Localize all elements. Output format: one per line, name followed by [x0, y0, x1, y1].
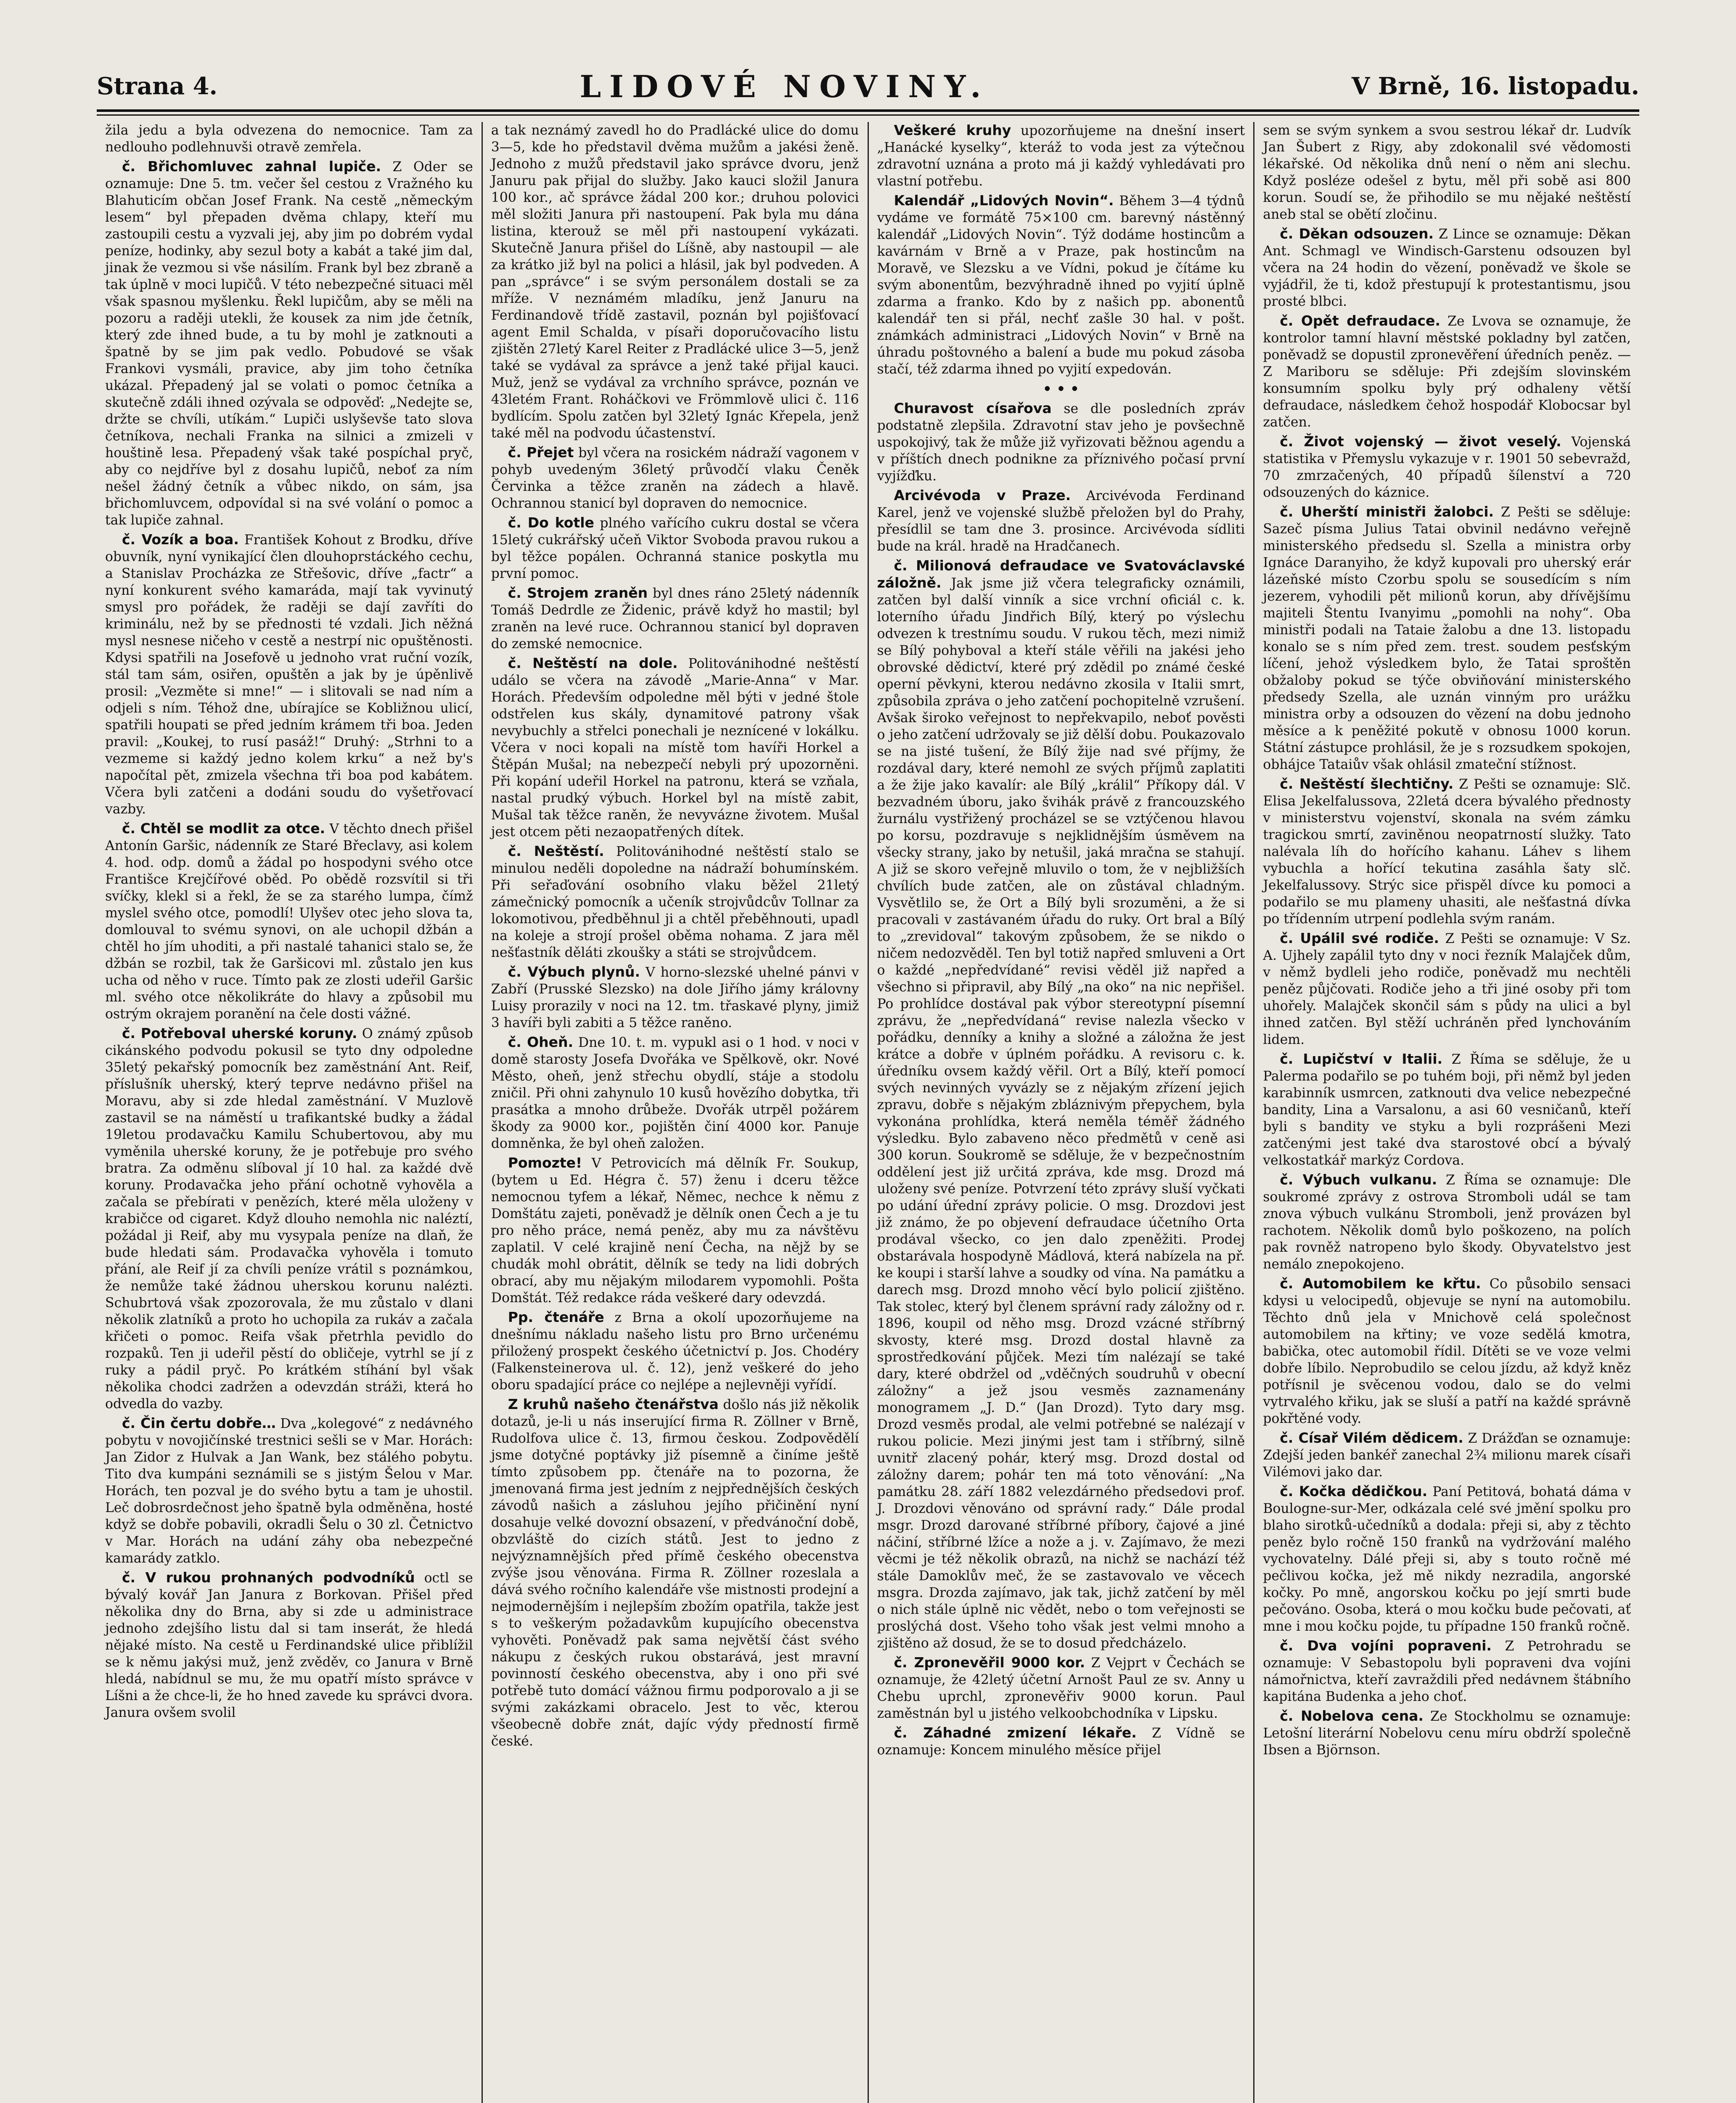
- column-4: [1253, 122, 1639, 2103]
- article-headline: č. Dva vojíni popraveni.: [1280, 1637, 1492, 1654]
- article-text: V Petrovicích má dělník Fr. Soukup, (bytem u Ed. Hégra č. 57) ženu i dceru těžce nemocnou tyfem a lékař, Němec, nechce k němu z Domštátu zajeti, poněvadž je dělník onen Čech a je tu pro něho práce, nemá peněz, aby mu za návštěvu zaplatil. V celé krajině není Čecha, na nějž by se chudák mohl obrátit, dělník se tedy na lidi dobrých obrací, aby mu nějakým milodarem vypomohli. Pošta Domštát. Též redakce ráda veškeré dary odevzdá.: [491, 1156, 859, 1306]
- article-headline: č. Milionová defraudace ve Svatováclavské záložně.: [877, 557, 1245, 591]
- article-headline: č. Výbuch plynů.: [508, 964, 640, 980]
- article-item: [105, 158, 473, 529]
- article-headline: č. Nobelova cena.: [1280, 1708, 1424, 1724]
- article-item: [1263, 313, 1631, 431]
- article-item: [491, 655, 859, 840]
- article-item: [1263, 1430, 1631, 1481]
- article-text: Z Vídně se oznamuje: Koncem minulého měsíce přijel: [877, 1726, 1245, 1758]
- article-headline: č. Uherští ministři žalobci.: [1280, 503, 1494, 520]
- article-headline: č. V rukou prohnaných podvodníků: [122, 1569, 415, 1586]
- column-2: [482, 122, 868, 2103]
- article-text: sem se svým synkem a svou sestrou lékař dr. Ludvík Jan Šubert z Rigy, aby zdokonalil své vědomosti lékařské. Od několika dnů není o něm ani slechu. Když posléze odešel z bytu, měl při sobě asi 800 korun. Soudí se, že přihodilo se mu nějaké neštěstí aneb stal se obětí zločinu.: [1263, 123, 1631, 222]
- article-text: Ze Stockholmu se oznamuje: Letošní literární Nobelovu cenu míru obdrží společně Ibsen a Björnson.: [1263, 1709, 1631, 1758]
- article-headline: Pp. čtenáře: [508, 1309, 604, 1325]
- column-3: [868, 122, 1254, 2103]
- article-text: Z Drážďan se oznamuje: Zdejší jeden bankéř zanechal 2¾ milionu marek císaři Vilémovi jako dar.: [1263, 1431, 1631, 1480]
- article-text: Paní Petitová, bohatá dáma v Boulogne-sur-Mer, odkázala celé své jmění spolku pro blaho sirotků-učedníků a dodala: přeji si, aby z těchto peněz bylo ročně 150 franků na vydržování malého vychovatelny. Dálé přeji si, aby s touto ročně mé pečlivou kočka, jež mě nikdy nezradila, angorské kočky. Po mně, angorskou kočku po její smrti bude pečováno. Osoba, která o mou kočku bude pečovati, ať mne i mou kočku pojde, tu případne 150 franků ročně.: [1263, 1484, 1631, 1634]
- article-item: [1263, 225, 1631, 310]
- article-text: z Brna a okolí upozorňujeme na dnešnímu nákladu našeho listu pro Brno určenému přiložený prospekt českého účetnictví p. Jos. Chodéry (Falkensteinerova ul. č. 12), jenž veškeré do jeho oboru spadající práce co nejlépe a nejlevněji vyřídí.: [491, 1310, 859, 1393]
- article-text: Z Říma se sděluje, že u Palerma podařilo se po tuhém boji, při němž byl jeden karabinník usmrcen, zatknouti dva velice nebezpečné bandity, Lina a Varsalonu, a asi 60 vesničanů, kteří byli s bandity ve styku a byli rozprášeni Mezi zatčenými jest také dva starostové obcí a bývalý velkostatkář markýz Cordova.: [1263, 1052, 1631, 1168]
- article-text: Z Vejprt v Čechách se oznamuje, že 42letý účetní Arnošt Paul ze sv. Anny u Chebu uprchl, zpronevěřiv 9000 korun. Paul zaměstnán byl u jistého velkoobchodníka v Lipsku.: [877, 1655, 1245, 1721]
- article-text: byl včera na rosickém nádraží vagonem v pohyb uvedeným 36letý průvodčí vlaku Čeněk Červinka a těžce zraněn na zádech a hlavě. Ochrannou stanicí byl dopraven do nemocnice.: [491, 445, 859, 511]
- article-item: [1263, 1708, 1631, 1759]
- article-headline: č. Výbuch vulkanu.: [1280, 1171, 1437, 1188]
- article-headline: Z kruhů našeho čtenářstva: [508, 1396, 719, 1412]
- article-text: octl se bývalý kovář Jan Janura z Borkovan. Přišel před několika dny do Brna, aby si zde u administrace jednoho zdejšího listu dal si tam inserát, že hledá nějaké místo. Na cestě u Ferdinandské ulice přiblížil se k němu jakýsi muž, jenž zvěděv, co Janura v Brně hledá, nabídnul se mu, že mu opatří místo správce v Líšni a že chce-li, že ho hned zavede ku správci dvora. Janura ovšem svolil: [105, 1571, 473, 1720]
- article-headline: č. Neštěstí.: [508, 843, 604, 859]
- article-item: [491, 1396, 859, 1750]
- article-item: [877, 487, 1245, 555]
- article-item: [1263, 433, 1631, 501]
- article-item: [491, 514, 859, 582]
- article-text: Dne 10. t. m. vypukl asi o 1 hod. v noci v domě starosty Josefa Dvořáka ve Spělkově, okr. Nové Město, oheň, jenž střechu obydlí, stáje a stodolu zničil. Při ohni zahynulo 10 kusů hovězího dobytka, tři prasátka a mnoho drůbeže. Dvořák utrpěl požárem škody za 9000 kor., pojištěn činí 4000 kor. Panuje domněnka, že byl oheň založen.: [491, 1035, 859, 1151]
- article-text: Z Petrohradu se oznamuje: V Sebastopolu byli popraveni dva vojíni námořnictva, kteří zavraždili před nedávnem štábního kapitána Budenka a jeho choť.: [1263, 1639, 1631, 1704]
- article-columns: [97, 122, 1639, 2103]
- article-headline: č. Kočka dědičkou.: [1280, 1483, 1428, 1499]
- article-text: Z Oder se oznamuje: Dne 5. tm. večer šel cestou z Vražného ku Blahuticím občan Josef Frank. Na cestě „německým lesem“ byl přepaden dvěma chlapy, kteří mu zastoupili cestu a vyzvali jej, aby jim po dobrém vydal peníze, hodinky, aby sezul boty a kabát a také jim dal, jinak že vezmou si vše násilím. Frank byl bez zbraně a tak úplně v moci lupičů. V této nebezpečné situaci měl však spasnou myšlenku. Řekl lupičům, aby se měli na pozoru a raději utekli, že kousek za nim jde četník, který zde ihned bude, a tu by mohl je zatknouti a špatně by se jim pak vedlo. Pobudové se však Frankovi vysmáli, pravice, aby jim toho četníka ukázal. Přepadený jal se volati o pomoc četníka a skutečně zdáli ihned ozývala se odpověď: „Nedejte se, držte se chvíli, utíkám.“ Lupiči uslyševše tato slova četníkova, nechali Franka na silnici a zmizeli v houštině lesa. Přepadený však také pospíchal pryč, aby co nejdříve byl z dosahu lupičů, neboť za ním nešel žádný četník a vůbec nikdo, on sám, jsa břichomluvcem, odpovídal si na své volání o pomoc a tak lupiče zahnal.: [105, 159, 473, 528]
- article-item: [877, 1724, 1245, 1759]
- article-text: Z Lince se oznamuje: Děkan Ant. Schmagl ve Windisch-Garstenu odsouzen byl včera na 24 hodin do vězení, poněvadž ve škole se vyjádřil, že ti, kdož přestupují k protestantismu, jsou prosté blbci.: [1263, 227, 1631, 309]
- article-text: Politovánihodné neštěstí stalo se minulou neděli dopoledne na nádraží bohumínském. Při seřaďování osobního vlaku běžel 21letý zámečnický pomocník a učeník strojvůdcův Tollnar za lokomotivou, předběhnul ji a chtěl přeběhnouti, upadl na koleje a strojí prošel oběma nohama. Z jara měl nešťastník děláti zkoušky a státi se strojvůdcem.: [491, 844, 859, 960]
- article-item: [1263, 1483, 1631, 1635]
- article-item: [877, 192, 1245, 378]
- article-item: [1263, 1275, 1631, 1427]
- article-item: [1263, 1171, 1631, 1273]
- article-item: [491, 1309, 859, 1393]
- article-text: plného vařícího cukru dostal se včera 15letý cukrářský učeň Viktor Svoboda pravou rukou a byl těžce popálen. Ochranná stanice poskytla mu první pomoc.: [491, 516, 859, 581]
- newspaper-title: LIDOVÉ NOVINY.: [580, 68, 990, 104]
- article-item: [1263, 930, 1631, 1048]
- article-item: [105, 531, 473, 818]
- article-item: [1263, 122, 1631, 223]
- article-headline: č. Automobilem ke křtu.: [1280, 1275, 1481, 1292]
- article-text: Politovánihodné neštěstí událo se včera na závodě „Marie-Anna“ v Mar. Horách. Především odpoledne měl býti v jedné štole odstřelen kus skály, dynamitové patrony však nevybuchly a střelci ponechali je neznícené v lokálku. Včera v noci kopali na místě tom havíři Horkel a Štěpán Mušal; na nebezpečí nebyli prý upozorněni. Při kopání udeřil Horkel na patronu, která se vzňala, nastal prudký výbuch. Horkel byl na místě zabit, Mušal tak těžce raněn, že nevyvázne životem. Mušal jest otcem pěti nezaopatřených dítek.: [491, 656, 859, 840]
- dateline: V Brně, 16. listopadu.: [1351, 72, 1639, 100]
- article-headline: • • •: [1043, 381, 1079, 397]
- article-item: [1263, 776, 1631, 927]
- article-headline: č. Neštěstí šlechtičny.: [1280, 776, 1454, 792]
- article-text: žila jedu a byla odvezena do nemocnice. Tam za nedlouho podlehnuvši otravě zemřela.: [105, 123, 473, 155]
- article-item: [1263, 1637, 1631, 1705]
- page-header: [97, 63, 1639, 112]
- article-headline: č. Přejet: [508, 444, 574, 461]
- article-headline: č. Neštěstí na dole.: [508, 655, 678, 671]
- article-text: V horno-slezské uhelné pánvi v Zabří (Prusské Slezsko) na dole Jiřího jámy královny Luisy prorazily v noci na 12. tm. třaskavé plyny, jimiž 3 havíři byli zabiti a 5 těžce raněno.: [491, 965, 859, 1030]
- article-item: [877, 1654, 1245, 1722]
- article-headline: č. Oheň.: [508, 1034, 574, 1050]
- article-headline: č. Upálil své rodiče.: [1280, 930, 1439, 946]
- article-headline: č. Potřeboval uherské koruny.: [122, 1025, 357, 1041]
- article-item: [105, 1569, 473, 1721]
- article-text: O známý způsob cikánského podvodu pokusil se tyto dny odpoledne 35letý pekařský pomocník bez zaměstnání Ant. Reif, příslušník uherský, který teprve nedávno přišel na Moravu, aby si zde hledal zaměstnání. V Muzlově zastavil se na náměstí u trafikantské budky a žádal 19letou prodavačku Kamilu Schubertovou, aby mu vyměnila uherské koruny, že je potřebuje pro svého bratra. Za odměnu slíboval jí 10 hal. za každé dvě koruny. Prodavačka jeho přání ochotně vyhověla a začala se přebírati v penězích, které měla uloženy v krabičce od cigaret. Když dlouho nemohla nic naléztí, požádal ji Reif, aby mu vysypala peníze na dlaň, že bude hledati sám. Prodavačka vyhověla i tomuto přání, ale Reif jí za chvíli peníze vrátil s poznámkou, že nemůže také žádnou uherskou korunu nalézti. Schubrtová však zpozorovala, že mu zůstalo v dlani několik zlatníků a proto ho uchopila za rukáv a začala křičeti o pomoc. Reifa však přetrhla pevidlo do rozpaků. Ten ji udeřil pěstí do obličeje, vytrhl se jí z ruky a pádil pryč. Po krátkém stíhání byl však několika chodci zadržen a odevzdán stráži, která ho odvedla do vazby.: [105, 1026, 473, 1412]
- article-item: [105, 820, 473, 1022]
- article-text: Jak jsme již včera telegraficky oznámili, zatčen byl další vinník a sice vrchní oficiál c. k. loterního úřadu Jindřich Bílý, který po výslechu odvezen k trestnímu soudu. V rukou těch, mezi nimiž se Bílý pohyboval a kteří stále věřili na jakési jeho obrovské dědictví, které prý zdědil po známé české operní pěvkyni, kterou nedávno zkosila v Italii smrt, způsobila zpráva o jeho zatčení pochopitelně vzrušení. Avšak široko veřejnost to nepřekvapilo, neboť pověsti o jeho zatčení udržovaly se již dělší dobu. Poukazovalo se na jisté tušení, že Bílý žije nad své příjmy, že rozdával dary, které nemohl ze svých příjmů zaplatiti a že žije jako kavalír: ale Bílý „králil“ Příkopy dál. V bezvadném úboru, jako švihák právě z francouzského žurnálu vystřižený procházel se se vztýčenou hlavou po korsu, pozdravuje s nejklidnějším úsměvem na všecky strany, jako by netušil, jaká mračna se stahují. A již se skoro veřejně mluvilo o tom, že v nejbližších chvílích bude zatčen, ale on zůstával chladným. Vysvětlilo se, že Ort a Bílý byli srozuměni, a že si pracovali v zastávaném úřadu do ruky. Ort bral a Bílý to „zrevidoval“ takovým způsobem, že se nikdo o ničem nedozvěděl. Ten byl totiž napřed smluveni a Ort o každé „nepředvídané“ revisi věděl již napřed a všechno si připravil, aby Bílý „na oko“ na nic nepřišel. Po prohlídce dostával pak výbor stereotypní písemní zprávu, že „nepředvídaná“ revise nalezla všecko v pořádku, denníky a knihy a složné a záložna že jest krátce a dobře v úplném pořádku. A revisoru c. k. úředníku ovsem každý věřil. Ort a Bílý, kteří pomocí svých nevinných vyvázly se z nějakým zřízení jejich zpravu, dobře s nějakým zbláznivým přepychem, byla vykonána prohlídka, která neměla téměř žádného výsledku. Bylo zabaveno něco předmětů v ceně asi 300 korun. Soukromě se sděluje, že v bezpečnostním oddělení jest již určitá zpráva, kde msg. Drozd má uloženy své peníze. Potvrzení této zprávy sluší vyčkati po udání úřední zprávy policie. O msg. Drozdovi jest již známo, že po objevení defraudace účetního Orta prodával všecko, co jen dalo zpeněžiti. Prodej obstarávala hospodyně Mádlová, která nabízela na př. ke koupi i starší lahve a soudky od vína. Na památku a darech msg. Drozd mnoho věcí bylo policií zjištěno. Tak stolec, který byl členem správní rady záložny od r. 1896, koupil od něho msg. Drozd vzácné stříbrný skvosty, které msg. Drozd dostal hlavně za sprostředkování půjček. Mezi tím nalézají se také dary, které obdržel od „vděčných soudruhů v obecní záložny“ a jež jsou vesměs zaznamenány monogramem „J. D.“ (Jan Drozd). Tyto dary msg. Drozd vesměs prodal, ale velmi potřebné se nalézají v rukou policie. Mezi jinými jest tam i stříbrný, silně uvnitř zlacený pohár, který msg. Drozd dostal od záložny darem; pohár ten má toto věnování: „Na památku 28. září 1882 velezdárného předsedovi prof. J. Drozdovi věnováno od správní rady.“ Dále prodal msgr. Drozd darované stříbrné příbory, čajové a jiné náčiní, stříbrné lžíce a nože a j. v. Zajímavo, že mezi věcmi je též několik obrazů, na nichž se nachází též stále Damoklův meč, že se zastavovalo ve věcech msgra. Drozda zajímavo, jak tak, jichž zatčení by měl o nich stále úplně nic vědět, nebo o tom veřejnosti se proslýchá dost. Všeho toho však jest velmi mnoho a zjištěno až dosud, že se to dosud předcházelo.: [877, 576, 1245, 1651]
- article-item: [877, 557, 1245, 1652]
- article-item: [491, 843, 859, 961]
- article-item: [877, 380, 1245, 397]
- article-headline: č. Do kotle: [508, 514, 594, 531]
- article-item: [1263, 1051, 1631, 1169]
- article-headline: č. Vozík a boa.: [122, 531, 239, 548]
- article-text: Dva „kolegové“ z nedávného pobytu v novojičínské trestnici sešli se v Mar. Horách: Jan Zidor z Hulvak a Jan Wank, bez stálého pobytu. Tito dva kumpáni seznámili se s jistým Šelou v Mar. Horách, ten pozval je do svého bytu a tam je uhostil. Leč dobrosrdečnost jeho špatně byla odměněna, hosté když se dobře pobavili, okradli Šelu o 30 zl. Četnictvo v Mar. Horách na udání záhy oba nebezpečné kamarády zatklo.: [105, 1416, 473, 1566]
- article-headline: č. Život vojenský — život veselý.: [1280, 433, 1561, 450]
- article-item: [491, 1155, 859, 1306]
- article-item: [877, 400, 1245, 485]
- article-item: [491, 122, 859, 442]
- article-text: Vojenská statistika v Přemyslu vykazuje v r. 1901 50 sebevražd, 70 zmrzačených, 40 případů šílenství a 720 odsouzených do káznice.: [1263, 434, 1631, 500]
- article-item: [877, 122, 1245, 190]
- article-headline: č. Chtěl se modlit za otce.: [122, 820, 326, 837]
- article-text: Ze Lvova se oznamuje, že kontrolor tamní hlavní městské pokladny byl zatčen, poněvadž se dopustil zpronevěření úředních peněz. — Z Mariboru se sděluje: Při zdejším slovinském konsumním spolku byly prý odhaleny větší defraudace, následkem čehož hospodář Klobocsar byl zatčen.: [1263, 314, 1631, 430]
- article-text: Z Pešti se sděluje: Sazeč písma Julius Tatai obvinil nedávno veřejně ministerského předsedu sl. Szella a ministra orby Ignáce Daranyiho, že když kupovali pro uherský erár lázeňské místo Czorbu spolu se sousedícím s ním jezerem, vyhodili pět milionů korun, aby dřívějšímu majiteli Štentu Ivanyimu „pomohli na nohy“. Oba ministři podali na Tataie žalobu a dne 13. listopadu konalo se s ním před zem. trest. soudem pesťským líčení, jehož výsledkem bylo, že Tatai sproštěn obžaloby pokud se týče obviňování ministerského předsedy Szella, ale uznán vinným pro urážku ministra orby a odsouzen do vězení na dobu jednoho měsíce a k peněžité pokutě v obnosu 1000 korun. Státní zástupce prohlásil, že je s rozsudkem spokojen, obhájce Tataiův však ohlásil zmateční stížnost.: [1263, 505, 1631, 772]
- article-item: [491, 1034, 859, 1152]
- article-text: upozorňujeme na dnešní insert „Hanácké kyselky“, kteráž to voda jest za výtečnou zdravotní uznána a proto má ji každý vyhledávati pro vlastní potřebu.: [877, 123, 1245, 189]
- article-item: [105, 1025, 473, 1412]
- article-text: Co působilo sensaci kdysi u velocipedů, objevuje se nyní na automobilu. Těchto dnů jela v Mnichově celá společnost automobilem na křtiny; ve voze sedělá kmotra, babička, otec automobil řídil. Dítěti se ve voze velmi dobře líbilo. Neprobudilo se celou jízdu, až když kněz potřísnil je svěcenou vodou, dalo se do velmi vytrvalého křiku, jak se sluší a patří na každé správně pokřtěné vody.: [1263, 1277, 1631, 1426]
- article-headline: č. Zpronevěřil 9000 kor.: [894, 1654, 1085, 1671]
- column-1: [97, 122, 482, 2103]
- article-headline: Veškeré kruhy: [894, 122, 1011, 138]
- article-text: Z Pešti se oznamuje: Slč. Elisa Jekelfalussova, 22letá dcera bývalého přednosty v ministerstvu vojenství, skonala na svém zámku tragickou smrtí, zaviněnou neopatrností služky. Tato nalévala líh do hořícího kahanu. Láhev s lihem vybuchla a hořící tekutina zasáhla šaty slč. Jekelfalussovy. Strýc sice přispěl dívce ku pomoci a podařilo se mu plameny uhasiti, ale nešťastná dívka po třídenním utrpení podlehla svým ranám.: [1263, 777, 1631, 927]
- article-text: Během 3—4 týdnů vydáme ve formátě 75×100 cm. barevný nástěnný kalendář „Lidových Novin“. Týž dodáme hostincům a kavárnám v Brně a v Praze, pak hostincům na Moravě, ve Slezsku a ve Vídni, pokud je čítáme ku svým abonentům, bezvýhradně ihned po vyjití úplně zdarma a franko. Kdo by z našich pp. abonentů kalendář ten si přál, nechť zašle 30 hal. v pošt. známkách administraci „Lidových Novin“ v Brně na úhradu poštovného a balení a bude mu pokud zásoba stačí, též zdarma ihned po vyjití expedován.: [877, 193, 1245, 377]
- article-headline: č. Čin čertu dobře…: [122, 1415, 276, 1431]
- article-item: [105, 122, 473, 156]
- article-headline: Arcivévoda v Praze.: [894, 487, 1071, 503]
- article-item: [491, 444, 859, 512]
- article-text: František Kohout z Brodku, dříve obuvník, nyní vynikající člen dlouhoprstáckého cechu, a Stanislav Procházka ze Střešovic, dříve „factr“ a nyní konkurent svého kamaráda, mají tak vyvinutý smysl pro pořádek, že raději se dají zavříti do kriminálu, než by se přednosti té vzdali. Jich něžná mysl nesnese ničeho v cestě a nestrpí nic opuštěnosti. Kdysi spatřili na Josefově u jednoho vrat ruční vozík, stál tam sám, osiřen, opuštěn a jak by je úpěnlivě prosil: „Vezměte si mne!“ — i slitovali se nad ním a odjeli s ním. Téhož dne, ubírajíce se Kobližnou ulicí, spatřili houpati se před jedním krámem tři boa. Jeden pravil: „Koukej, to rusí pasáž!“ Druhý: „Strhni to a vezmeme si každý jedno kolem krku“ a než by's napočítal pět, zmizela všechna tři boa pod kabátem. Včera byli zatčeni a dodáni soudu do vyšetřovací vazby.: [105, 532, 473, 817]
- header-rule: [97, 114, 1639, 116]
- article-headline: Churavost císařova: [894, 400, 1052, 416]
- article-headline: č. Děkan odsouzen.: [1280, 225, 1434, 242]
- article-headline: č. Lupičství v Italii.: [1280, 1051, 1443, 1067]
- article-item: [1263, 503, 1631, 773]
- article-headline: č. Opět defraudace.: [1280, 313, 1440, 329]
- article-item: [491, 585, 859, 652]
- article-headline: č. Strojem zraněn: [508, 585, 648, 601]
- article-headline: Pomozte!: [508, 1155, 582, 1171]
- article-text: došlo nás již několik dotazů, je-li u nás inserující firma R. Zöllner v Brně, Rudolfova ulice č. 13, firmou českou. Zodpovědělí jsme dotyčné poptávky již písemně a činíme ještě tímto způsobem pp. čtenáře na to pozorna, že jmenovaná firma jest jedním z nejpřednějších českých závodů našich a zásluhou jejího přičinění nyní dosahuje velké dovozní obsazení, v předvánoční době, obzvláště do cizích států. Jest to jedno z nejvýznamnějších před přímě českého obecenstva zvýše jsou věnována. Firma R. Zöllner rozeslala a dává svého ročního kalendáře vše mistnosti prodejní a nejmodernějším i nejlepším zbožím opatřila, takže jest s to veškerým požadavkům kupujícího obecenstva vyhověti. Poněvadž pak sama největší část svého nákupu z českých rukou obstarává, jest mravní povinností českého obecenstva, aby i ono při své potřebě tuto domácí vážnou firmu podporovalo a ji se svými zakázkami obracelo. Jest to věc, kterou všeobecně dobře znát, dajíc výdy předností firmě české.: [491, 1397, 859, 1749]
- article-text: a tak neznámý zavedl ho do Pradlácké ulice do domu 3—5, kde ho představil dvěma mužům a jakési ženě. Jednoho z mužů představil jako správce dvoru, jenž Januru pak přijal do služby. Jako kauci složil Janura 100 kor., ač správce žádal 200 kor.; druhou polovici měl složiti Janura při nastoupení. Pak byla mu dána listina, kterouž se měl při nastoupení vykázati. Skutečně Janura přišel do Líšně, aby nastoupil — ale za krátko již byl na polici a hlásil, jak byl podveden. A pan „správce“ i se svým personálem dostali se za mříže. V neznámém mladíku, jenž Januru na Ferdinandově třídě zastavil, poznán byl pojišťovací agent Emil Schalda, v písaři doporučovacího listu zjištěn 27letý Karel Reiter z Pradlácké ulice 3—5, jenž také se vydával za správce a jenž také přijal kauci. Muž, jenž se vydával za vrchního správce, poznán ve 43letém Frant. Roháčkovi ve Frömmlově ulici č. 116 bydlícím. Spolu zatčen byl 32letý Ignác Křepela, jenž také měl na podvodu účastenství.: [491, 123, 859, 441]
- article-item: [105, 1415, 473, 1567]
- article-text: byl dnes ráno 25letý nádenník Tomáš Dedrdle ze Židenic, právě když ho mastil; byl zraněn na levé ruce. Ochrannou stanicí byl dopraven do zemské nemocnice.: [491, 586, 859, 652]
- article-item: [491, 964, 859, 1031]
- article-headline: č. Císař Vilém dědicem.: [1280, 1430, 1463, 1446]
- article-headline: č. Záhadné zmizení lékaře.: [894, 1724, 1137, 1741]
- article-text: Z Pešti se oznamuje: V Sz. A. Ujhely zapálil tyto dny v noci řezník Malajček dům, v němž bydleli jeho rodiče, poněvadž mu nechtěli peněz půjčovati. Rodiče jeho a tři jiné osoby při tom uhořely. Malajček skončil sám s půdy na ulici a byl ihned zatčen. Byl stěží uchráněn před lynchováním lidem.: [1263, 931, 1631, 1047]
- article-text: Z Říma se oznamuje: Dle soukromé zprávy z ostrova Stromboli udál se tam znova výbuch vulkánu Stromboli, jenž provázen byl rachotem. Několik domů bylo poškozeno, na polích pak rovněž natropeno bylo škody. Obyvatelstvo jest nemálo znepokojeno.: [1263, 1173, 1631, 1272]
- article-text: V těchto dnech přišel Antonín Garšic, nádenník ze Staré Břeclavy, asi kolem 4. hod. odp. domů a žádal po hospodyni svého otce Františce Krejčířové oběd. Po obědě rozsvítil si tři svíčky, klekl si a řekl, že se za starého lumpa, čímž myslel svého otce, pomodlí! Ulyšev otec jeho slova ta, domlouval to svému synovi, on ale uchopil džbán a chtěl ho jím uhoditi, a při nastalé tahanici stalo se, že džbán se rozbil, tak že Garšicovi ml. zůstalo jen kus ucha od něho v ruce. Tímto pak ze zlosti udeřil Garšic ml. svého otce několikráte do hlavy a způsobil mu ostrým okrajem poranění na čele dosti vážné.: [105, 821, 473, 1022]
- page-number: Strana 4.: [97, 72, 218, 100]
- article-headline: Kalendář „Lidových Novin“.: [894, 192, 1114, 209]
- article-text: se dle posledních zpráv podstatně zlepšila. Zdravotní stav jeho je povšechně uspokojivý, tak že může již vyřizovati běžnou agendu a v příštích dnech podnikne za příznivého počasí první vyjížďku.: [877, 401, 1245, 484]
- article-headline: č. Břichomluvec zahnal lupiče.: [122, 158, 381, 175]
- article-text: Arcivévoda Ferdinand Karel, jenž ve vojenské službě přeložen byl do Prahy, přesídlil se tam dne 3. prosince. Arcivévoda sídliti bude na král. hradě na Hradčanech.: [877, 488, 1245, 554]
